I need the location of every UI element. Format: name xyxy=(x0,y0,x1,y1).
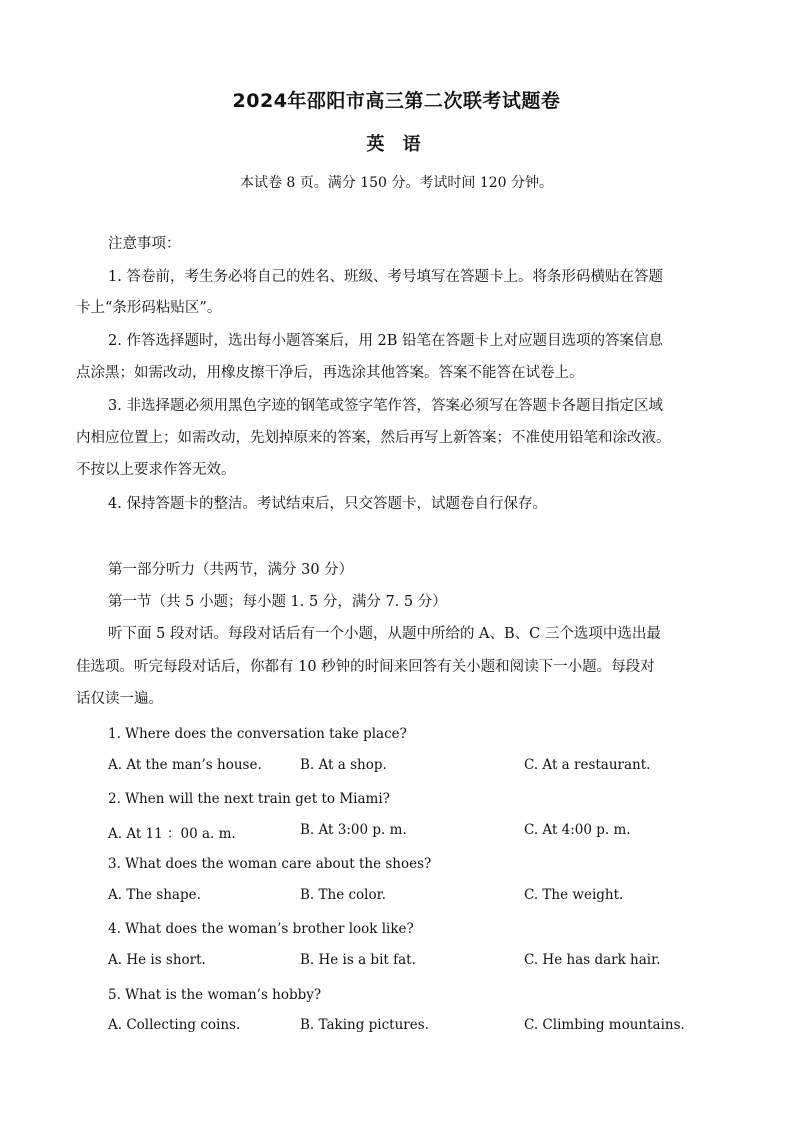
note-2-line-2: 点涂黑；如需改动，用橡皮擦干净后，再选涂其他答案。答案不能答在试卷上。 xyxy=(76,365,584,381)
note-3-line-3: 不按以上要求作答无效。 xyxy=(76,462,236,478)
question-5-option-a: A. Collecting coins. xyxy=(108,1017,241,1033)
question-3: 3. What does the woman care about the shoes? xyxy=(108,856,432,872)
question-1: 1. Where does the conversation take place? xyxy=(108,726,407,742)
notes-heading: 注意事项： xyxy=(108,236,181,252)
note-1-line-2: 卡上“条形码粘贴区”。 xyxy=(76,300,222,316)
question-5-option-b: B. Taking pictures. xyxy=(300,1017,429,1033)
instruction-line-2: 佳选项。听完每段对话后，你都有 10 秒钟的时间来回答有关小题和阅读下一小题。每段对 xyxy=(76,659,655,675)
exam-info: 本试卷 8 页。满分 150 分。考试时间 120 分钟。 xyxy=(239,175,554,191)
question-3-option-c: C. The weight. xyxy=(524,887,624,903)
subject-title: 英 语 xyxy=(366,134,427,155)
question-1-option-c: C. At a restaurant. xyxy=(524,757,651,773)
part-heading: 第一部分听力（共两节，满分 30 分） xyxy=(108,562,354,578)
question-4-option-c: C. He has dark hair. xyxy=(524,952,661,968)
question-5: 5. What is the woman’s hobby? xyxy=(108,987,322,1003)
subsection-heading: 第一节（共 5 小题；每小题 1. 5 分，满分 7. 5 分） xyxy=(108,594,447,610)
question-4-option-a: A. He is short. xyxy=(108,952,206,968)
question-3-option-b: B. The color. xyxy=(300,887,386,903)
note-3-line-1: 3. 非选择题必须用黑色字迹的钢笔或签字笔作答，答案必须写在答题卡各题目指定区域 xyxy=(108,398,663,414)
instruction-line-3: 话仅读一遍。 xyxy=(76,691,163,707)
note-3-line-2: 内相应位置上；如需改动，先划掉原来的答案，然后再写上新答案；不准使用铅笔和涂改液。 xyxy=(76,430,671,446)
question-2-option-a: A. At 11 ：00 a. m. xyxy=(108,826,236,842)
question-1-option-a: A. At the man’s house. xyxy=(108,757,262,773)
note-1-line-1: 1. 答卷前，考生务必将自己的姓名、班级、考号填写在答题卡上。将条形码横贴在答题 xyxy=(108,269,663,285)
exam-title: 2024年邵阳市高三第二次联考试题卷 xyxy=(232,90,561,112)
question-2: 2. When will the next train get to Miami? xyxy=(108,791,390,807)
question-2-option-c: C. At 4:00 p. m. xyxy=(524,822,631,838)
note-2-line-1: 2. 作答选择题时，选出每小题答案后，用 2B 铅笔在答题卡上对应题目选项的答案信息 xyxy=(108,333,664,349)
note-4: 4. 保持答题卡的整洁。考试结束后，只交答题卡，试题卷自行保存。 xyxy=(108,496,547,512)
instruction-line-1: 听下面 5 段对话。每段对话后有一个小题，从题中所给的 A、B、C 三个选项中选出最 xyxy=(108,626,661,642)
question-4-option-b: B. He is a bit fat. xyxy=(300,952,416,968)
question-4: 4. What does the woman’s brother look like? xyxy=(108,921,414,937)
question-2-option-b: B. At 3:00 p. m. xyxy=(300,822,407,838)
question-1-option-b: B. At a shop. xyxy=(300,757,387,773)
question-5-option-c: C. Climbing mountains. xyxy=(524,1017,685,1033)
question-3-option-a: A. The shape. xyxy=(108,887,201,903)
